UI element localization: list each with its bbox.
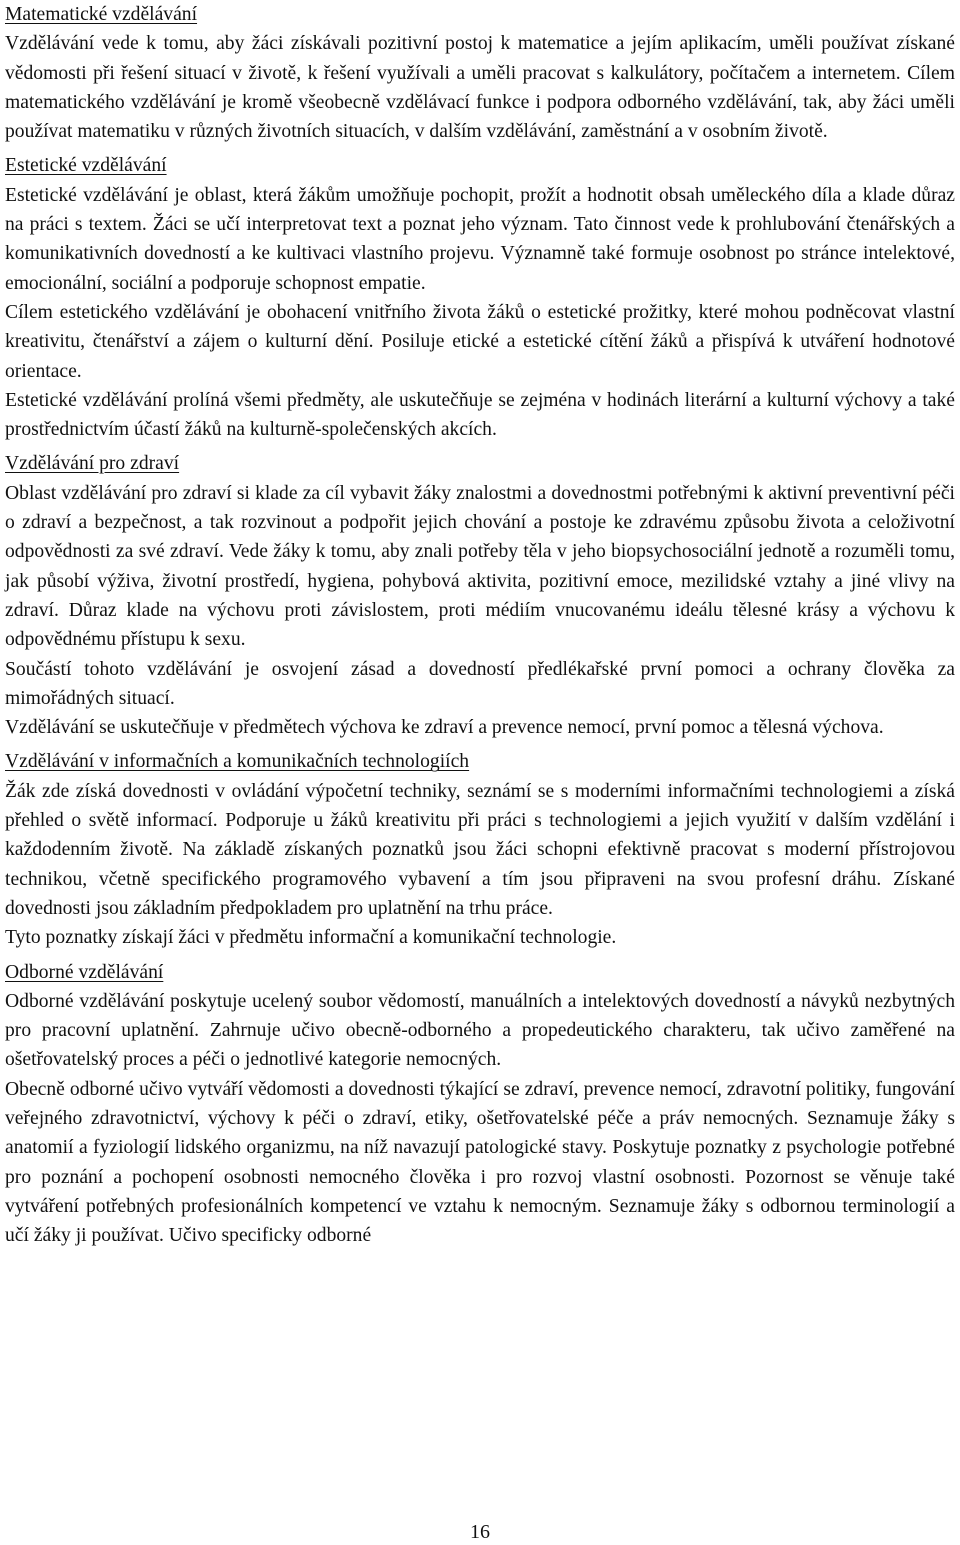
section-title: Matematické vzdělávání bbox=[5, 4, 198, 25]
paragraph: Tyto poznatky získají žáci v předmětu informační a komunikační technologie. bbox=[5, 927, 617, 949]
section-aesthetic-education bbox=[5, 151, 955, 444]
paragraph: Estetické vzdělávání prolíná všemi předměty, ale uskutečňuje se zejména v hodinách literární a kulturní výchovy a také prostřednictvím účastí žáků na kulturně-společenských akcích. bbox=[5, 389, 955, 441]
paragraph: Odborné vzdělávání poskytuje ucelený soubor vědomostí, manuálních a intelektových dovedností a návyků nezbytných pro pracovní uplatnění. Zahrnuje učivo obecně-odborného a propedeutického charakteru, tak učivo zaměřené na ošetřovatelský proces a péči o jednotlivé kategorie nemocných. bbox=[5, 990, 955, 1071]
section-math-education bbox=[5, 0, 955, 146]
paragraph: Oblast vzdělávání pro zdraví si klade za cíl vybavit žáky znalostmi a dovednostmi potřebnými k aktivní preventivní péči o zdraví a bezpečnost, a tak rozvinout a podpořit jejich chování a postoje ke zdravému způsobu života a celoživotní odpovědnosti za své zdraví. Vede žáky k tomu, aby znali potřeby těla v jeho biopsychosociální jednotě a rozuměli tomu, jak působí výživa, životní prostředí, hygiena, pohybová aktivita, pozitivní emoce, mezilidské vztahy a jiné vlivy na zdraví. Důraz klade na výchovu proti závislostem, proti médiím vnucovanému ideálu tělesné krásy a výchovu k odpovědnému přístupu k sexu. bbox=[5, 482, 955, 651]
paragraph: Cílem estetického vzdělávání je obohacení vnitřního života žáků o estetické prožitky, které mohou podněcovat vlastní kreativitu, čtenářství a zájem o kulturní dění. Posiluje etické a estetické cítění žáků a přispívá k utváření hodnotové orientace. bbox=[5, 301, 955, 382]
paragraph: Obecně odborné učivo vytváří vědomosti a dovednosti týkající se zdraví, prevence nemocí, zdravotní politiky, fungování veřejného zdravotnictví, výchovy k péči o zdraví, etiky, ošetřovatelské péče a práv nemocných. Seznamuje žáky s anatomií a fyziologií lidského organizmu, na níž navazují patologické stavy. Poskytuje poznatky z psychologie potřebné pro poznání a pochopení osobnosti nemocného člověka i pro rozvoj vlastní osobnosti. Pozornost se věnuje také vytváření potřebných profesionálních kompetencí ve vztahu k nemocným. Seznamuje žáky s odbornou terminologií a učí žáky ji používat. Učivo specificky odborné bbox=[5, 1078, 955, 1247]
section-professional-education bbox=[5, 958, 955, 1251]
section-title: Vzdělávání pro zdraví bbox=[5, 453, 180, 475]
page-number: 16 bbox=[470, 1521, 490, 1543]
section-ict-education bbox=[5, 747, 955, 952]
section-title: Vzdělávání v informačních a komunikačních technologiích bbox=[5, 751, 470, 773]
paragraph: Vzdělávání se uskutečňuje v předmětech výchova ke zdraví a prevence nemocí, první pomoc a tělesná výchova. bbox=[5, 717, 884, 739]
paragraph: Součástí tohoto vzdělávání je osvojení zásad a dovedností předlékařské první pomoci a ochrany člověka za mimořádných situací. bbox=[5, 658, 955, 709]
section-title: Odborné vzdělávání bbox=[5, 961, 164, 983]
section-title: Estetické vzdělávání bbox=[5, 155, 167, 177]
section-health-education bbox=[5, 449, 955, 742]
paragraph: Estetické vzdělávání je oblast, která žákům umožňuje pochopit, prožít a hodnotit obsah uměleckého díla a klade důraz na práci s textem. Žáci se učí interpretovat text a poznat jeho význam. Tato činnost vede k prohlubování čtenářských a komunikativních dovedností a ke kultivaci vlastního projevu. Významně také formuje osobnost po stránce intelektové, emocionální, sociální a podporuje schopnost empatie. bbox=[5, 184, 955, 294]
paragraph: Žák zde získá dovednosti v ovládání výpočetní techniky, seznámí se s moderními informačními technologiemi a získá přehled o světě informací. Podporuje u žáků kreativitu při práci s technologiemi a jejich využití v dalším vzdělání i každodenním životě. Na základě získaných poznatků jsou žáci schopni efektivně pracovat s moderní přístrojovou technikou, včetně specifického programového vybavení a tím jsou připraveni na svou profesní dráhu. Získané dovednosti jsou základním předpokladem pro uplatnění na trhu práce. bbox=[5, 780, 955, 919]
paragraph: Vzdělávání vede k tomu, aby žáci získávali pozitivní postoj k matematice a jejím aplikacím, uměli používat získané vědomosti při řešení situací v životě, k řešení využívali a uměli pracovat s kalkulátory, počítačem a internetem. Cílem matematického vzdělávání je kromě všeobecně vzdělávací funkce i podpora odborného vzdělávání, tak, aby žáci uměli používat matematiku v různých životních situacích, v dalším vzdělávání, zaměstnání a v osobním životě. bbox=[5, 33, 955, 143]
document-page bbox=[5, 0, 955, 1250]
